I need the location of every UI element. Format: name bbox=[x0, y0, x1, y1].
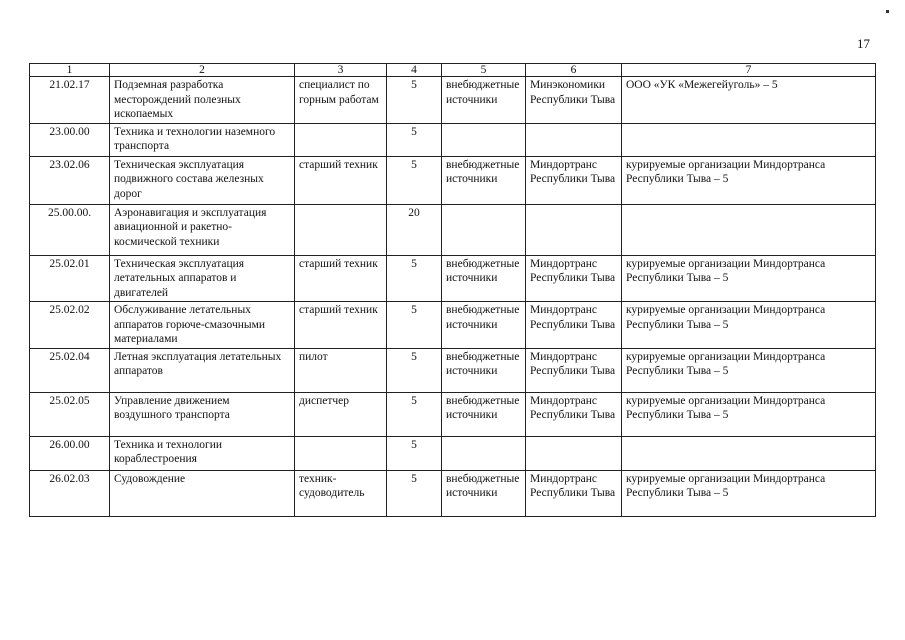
funding-cell bbox=[442, 123, 526, 156]
count-cell: 5 bbox=[387, 255, 442, 302]
code-cell: 26.02.03 bbox=[30, 470, 110, 516]
name-cell: Летная эксплуатация летательных аппаратов bbox=[110, 348, 295, 392]
code-cell: 21.02.17 bbox=[30, 77, 110, 124]
header-cell: 6 bbox=[526, 64, 622, 77]
name-cell: Техника и технологии кораблестроения bbox=[110, 436, 295, 470]
authority-cell: Миндортранс Республики Тыва bbox=[526, 302, 622, 349]
code-cell: 25.02.02 bbox=[30, 302, 110, 349]
table-row bbox=[30, 436, 876, 470]
funding-cell: внебюджетные источники bbox=[442, 255, 526, 302]
table-row bbox=[30, 348, 876, 392]
organizations-cell: курируемые организации Миндортранса Республики Тыва – 5 bbox=[622, 348, 876, 392]
header-cell: 7 bbox=[622, 64, 876, 77]
count-cell: 5 bbox=[387, 392, 442, 436]
header-cell: 4 bbox=[387, 64, 442, 77]
code-cell: 25.02.04 bbox=[30, 348, 110, 392]
header-cell: 3 bbox=[295, 64, 387, 77]
organizations-cell bbox=[622, 204, 876, 255]
qualification-cell bbox=[295, 123, 387, 156]
code-cell: 23.02.06 bbox=[30, 156, 110, 204]
count-cell: 5 bbox=[387, 77, 442, 124]
authority-cell bbox=[526, 204, 622, 255]
qualification-cell bbox=[295, 436, 387, 470]
name-cell: Судовождение bbox=[110, 470, 295, 516]
authority-cell: Миндортранс Республики Тыва bbox=[526, 392, 622, 436]
qualification-cell: старший техник bbox=[295, 156, 387, 204]
funding-cell: внебюджетные источники bbox=[442, 77, 526, 124]
organizations-cell bbox=[622, 123, 876, 156]
header-cell: 1 bbox=[30, 64, 110, 77]
funding-cell: внебюджетные источники bbox=[442, 348, 526, 392]
count-cell: 20 bbox=[387, 204, 442, 255]
authority-cell bbox=[526, 123, 622, 156]
authority-cell: Миндортранс Республики Тыва bbox=[526, 156, 622, 204]
header-row bbox=[30, 64, 876, 77]
organizations-cell: курируемые организации Миндортранса Республики Тыва – 5 bbox=[622, 302, 876, 349]
authority-cell: Миндортранс Республики Тыва bbox=[526, 470, 622, 516]
authority-cell: Минэкономики Республики Тыва bbox=[526, 77, 622, 124]
table-row bbox=[30, 77, 876, 124]
qualification-cell: старший техник bbox=[295, 302, 387, 349]
name-cell: Аэронавигация и эксплуатация авиационной и ракетно-космической техники bbox=[110, 204, 295, 255]
organizations-cell: ООО «УК «Межегейуголь» – 5 bbox=[622, 77, 876, 124]
authority-cell bbox=[526, 436, 622, 470]
specialties-table bbox=[29, 63, 876, 517]
code-cell: 26.00.00 bbox=[30, 436, 110, 470]
table-row bbox=[30, 123, 876, 156]
organizations-cell: курируемые организации Миндортранса Республики Тыва – 5 bbox=[622, 392, 876, 436]
page-number: 17 bbox=[857, 36, 870, 51]
count-cell: 5 bbox=[387, 156, 442, 204]
qualification-cell: старший техник bbox=[295, 255, 387, 302]
funding-cell bbox=[442, 436, 526, 470]
header-cell: 2 bbox=[110, 64, 295, 77]
organizations-cell: курируемые организации Миндортранса Республики Тыва – 5 bbox=[622, 156, 876, 204]
qualification-cell: техник-судоводитель bbox=[295, 470, 387, 516]
table-row bbox=[30, 392, 876, 436]
table-row bbox=[30, 302, 876, 349]
count-cell: 5 bbox=[387, 436, 442, 470]
table-row bbox=[30, 156, 876, 204]
table-row bbox=[30, 255, 876, 302]
funding-cell: внебюджетные источники bbox=[442, 470, 526, 516]
count-cell: 5 bbox=[387, 470, 442, 516]
count-cell: 5 bbox=[387, 123, 442, 156]
name-cell: Обслуживание летательных аппаратов горюче-смазочными материалами bbox=[110, 302, 295, 349]
organizations-cell: курируемые организации Миндортранса Республики Тыва – 5 bbox=[622, 470, 876, 516]
code-cell: 25.02.05 bbox=[30, 392, 110, 436]
funding-cell bbox=[442, 204, 526, 255]
count-cell: 5 bbox=[387, 348, 442, 392]
funding-cell: внебюджетные источники bbox=[442, 156, 526, 204]
name-cell: Управление движением воздушного транспорта bbox=[110, 392, 295, 436]
name-cell: Подземная разработка месторождений полезных ископаемых bbox=[110, 77, 295, 124]
code-cell: 25.02.01 bbox=[30, 255, 110, 302]
count-cell: 5 bbox=[387, 302, 442, 349]
header-cell: 5 bbox=[442, 64, 526, 77]
name-cell: Техника и технологии наземного транспорта bbox=[110, 123, 295, 156]
table-row bbox=[30, 470, 876, 516]
qualification-cell: диспетчер bbox=[295, 392, 387, 436]
organizations-cell bbox=[622, 436, 876, 470]
name-cell: Техническая эксплуатация летательных аппаратов и двигателей bbox=[110, 255, 295, 302]
funding-cell: внебюджетные источники bbox=[442, 302, 526, 349]
authority-cell: Миндортранс Республики Тыва bbox=[526, 348, 622, 392]
qualification-cell: пилот bbox=[295, 348, 387, 392]
organizations-cell: курируемые организации Миндортранса Республики Тыва – 5 bbox=[622, 255, 876, 302]
qualification-cell bbox=[295, 204, 387, 255]
table-row bbox=[30, 204, 876, 255]
authority-cell: Миндортранс Республики Тыва bbox=[526, 255, 622, 302]
qualification-cell: специалист по горным работам bbox=[295, 77, 387, 124]
code-cell: 23.00.00 bbox=[30, 123, 110, 156]
name-cell: Техническая эксплуатация подвижного состава железных дорог bbox=[110, 156, 295, 204]
code-cell: 25.00.00. bbox=[30, 204, 110, 255]
scan-mark bbox=[886, 10, 889, 13]
funding-cell: внебюджетные источники bbox=[442, 392, 526, 436]
